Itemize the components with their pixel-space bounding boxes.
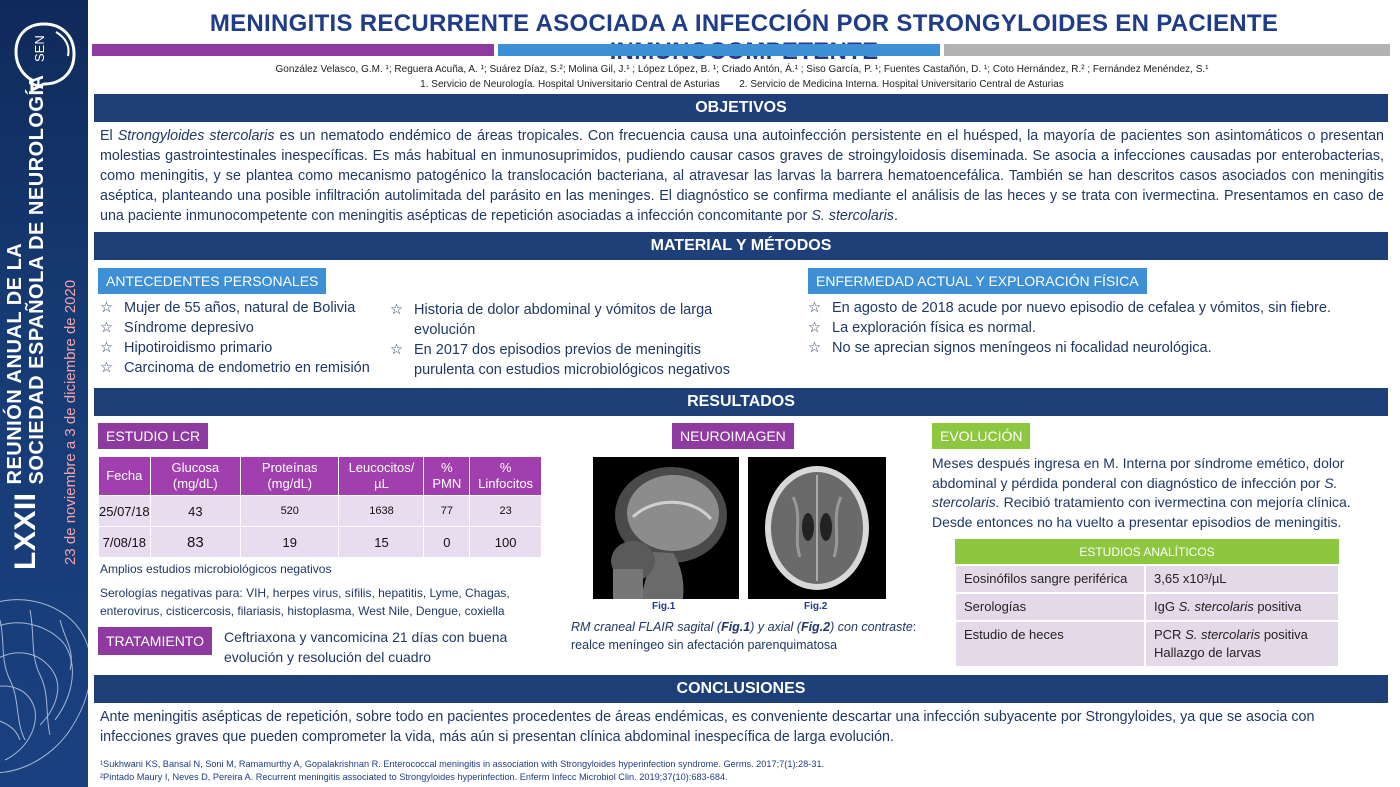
enfermedad-tag: ENFERMEDAD ACTUAL Y EXPLORACIÓN FÍSICA bbox=[808, 268, 1147, 294]
lcr-cell: 0 bbox=[424, 527, 470, 558]
evolucion-tag: EVOLUCIÓN bbox=[932, 423, 1030, 449]
list-item: ☆ La exploración física es normal. bbox=[808, 318, 1378, 338]
mri-axial-icon bbox=[748, 457, 886, 599]
tratamiento-text: Ceftriaxona y vancomicina 21 días con buena evolución y resolución del cuadro bbox=[224, 629, 508, 665]
lcr-cell: 1638 bbox=[339, 496, 424, 527]
anal-r2-a: IgG bbox=[1154, 599, 1179, 614]
conclusiones-text: Ante meningitis asépticas de repetición, sobre todo en pacientes procedentes de áreas endémicas, es conveniente descartar una infección subyacente por Strongyloides, ya que se asocia con infecciones graves que pueden comprometer la vida, más aún si presentan clínica abdominal inespecífica de larga evolución. bbox=[100, 709, 1315, 745]
evolucion-text-2: Recibió tratamiento con ivermectina con mejoría clínica. Desde entonces no ha vuelto a presentar episodios de meningitis. bbox=[932, 494, 1351, 530]
species-short: S. stercolaris bbox=[811, 208, 894, 224]
evolucion-species: S. stercolaris. bbox=[932, 474, 1338, 510]
lcr-column-header: Proteínas (mg/dL) bbox=[241, 457, 339, 496]
metodos-heading: MATERIAL Y MÉTODOS bbox=[94, 232, 1388, 260]
conference-title bbox=[4, 75, 48, 571]
brain-illustration-icon bbox=[0, 590, 88, 787]
list-item: ☆ Síndrome depresivo bbox=[100, 318, 390, 338]
lcr-cell: 7/08/18 bbox=[99, 527, 151, 558]
fig1-label: Fig.1 bbox=[652, 601, 676, 612]
mri-axial-image bbox=[748, 457, 886, 599]
objetivos-text bbox=[100, 126, 1384, 226]
anal-key: Serologías bbox=[955, 593, 1145, 621]
anal-value bbox=[1145, 593, 1339, 621]
conference-line-b: SOCIEDAD ESPAÑOLA DE NEUROLOGÍA bbox=[26, 74, 48, 485]
reference-2: ²Pintado Maury I, Neves D, Pereira A. Recurrent meningitis associated to Strongyloides hyperinfection. Enferm Infecc Microbiol Clin. 2019;37(10):683-684. bbox=[100, 772, 728, 782]
lcr-cell: 43 bbox=[150, 496, 240, 527]
list-item: ☆ Hipotiroidismo primario bbox=[100, 338, 390, 358]
caption-b: ) y axial ( bbox=[750, 620, 801, 634]
caption-a: RM craneal FLAIR sagital ( bbox=[571, 620, 722, 634]
list-item: ☆ Carcinoma de endometrio en remisión bbox=[100, 358, 390, 378]
antecedentes-list-2 bbox=[390, 300, 760, 380]
caption-f2: Fig.2 bbox=[800, 620, 831, 634]
anal-value bbox=[1145, 621, 1339, 667]
conclusiones-heading: CONCLUSIONES bbox=[94, 675, 1388, 703]
table-row bbox=[99, 496, 542, 527]
edition-number: LXXII bbox=[9, 492, 42, 570]
caption-c: ) con contraste bbox=[830, 620, 913, 634]
anal-key: Estudio de heces bbox=[955, 621, 1145, 667]
anal-r2-sp: S. stercolaris bbox=[1178, 599, 1254, 614]
objetivos-text-1: El bbox=[100, 128, 118, 144]
title-bar-purple bbox=[92, 44, 494, 56]
anal-value: 3,65 x10³/µL bbox=[1145, 565, 1339, 593]
caption-d: : realce meníngeo sin afectación parenquimatosa bbox=[571, 620, 917, 652]
lcr-cell: 23 bbox=[470, 496, 542, 527]
serologias-text: Serologías negativas para: VIH, herpes virus, sífilis, hepatitis, Lyme, Chagas, enterovirus, cisticercosis, filariasis, histoplasma, West Nile, Dengue, coxiella bbox=[100, 586, 510, 618]
lcr-column-header: Glucosa (mg/dL) bbox=[150, 457, 240, 496]
neuroimagen-tag: NEUROIMAGEN bbox=[672, 423, 794, 449]
table-row bbox=[99, 527, 542, 558]
objetivos-heading: OBJETIVOS bbox=[94, 94, 1388, 122]
resultados-heading: RESULTADOS bbox=[94, 388, 1388, 416]
authors: González Velasco, G.M. ¹; Reguera Acuña, A. ¹; Suárez Díaz, S.²; Molina Gil, J.¹ ; López López, B. ¹; Criado Antón, Á.¹ ; Siso García, P. ¹; Fuentes Castañón, D. ¹; Coto Hernández, R.² ; Fernández Menéndez, S.¹ bbox=[275, 64, 1209, 75]
antecedentes-list-1 bbox=[100, 298, 390, 378]
anal-r3-b: positiva bbox=[1260, 627, 1308, 642]
title-bar-blue bbox=[498, 44, 940, 56]
lcr-column-header: Fecha bbox=[99, 457, 151, 496]
lcr-cell: 520 bbox=[241, 496, 339, 527]
affiliations: 1. Servicio de Neurología. Hospital Universitario Central de Asturias 2. Servicio de Medicina Interna. Hospital Universitario Central de Asturias bbox=[420, 79, 1064, 90]
caption-f1: Fig.1 bbox=[721, 620, 751, 634]
poster-main bbox=[92, 0, 1392, 787]
objetivos-text-3: . bbox=[893, 208, 898, 224]
analiticos-table bbox=[954, 539, 1340, 668]
anal-key: Eosinófilos sangre periférica bbox=[955, 565, 1145, 593]
species-name: Strongyloides stercolaris bbox=[117, 128, 275, 144]
tratamiento-tag: TRATAMIENTO bbox=[98, 627, 212, 655]
lcr-cell: 100 bbox=[470, 527, 542, 558]
analiticos-header: ESTUDIOS ANALÍTICOS bbox=[955, 539, 1339, 565]
mri-sagittal-image bbox=[593, 457, 739, 599]
conference-dates: 23 de noviembre a 3 de diciembre de 2020 bbox=[62, 279, 79, 565]
anal-r3-v2: Hallazgo de larvas bbox=[1154, 645, 1261, 660]
list-item: ☆ En agosto de 2018 acude por nuevo episodio de cefalea y vómitos, sin fiebre. bbox=[808, 298, 1378, 318]
lcr-header-row bbox=[99, 457, 542, 496]
lcr-column-header: % PMN bbox=[424, 457, 470, 496]
poster-title: MENINGITIS RECURRENTE ASOCIADA A INFECCIÓN POR STRONGYLOIDES EN PACIENTE bbox=[209, 10, 1279, 37]
logo-text: SEN bbox=[32, 35, 47, 62]
list-item: ☆ Historia de dolor abdominal y vómitos de larga evolución bbox=[390, 300, 760, 340]
antecedentes-tag: ANTECEDENTES PERSONALES bbox=[98, 268, 326, 294]
amplios-text: Amplios estudios microbiológicos negativos bbox=[100, 562, 332, 576]
evolucion-text-1: Meses después ingresa en M. Interna por síndrome emético, dolor abdominal y pérdida ponderal con diagnóstico de infección por bbox=[932, 455, 1345, 491]
list-item: ☆ Mujer de 55 años, natural de Bolivia bbox=[100, 298, 390, 318]
enfermedad-list bbox=[808, 298, 1378, 358]
lcr-cell: 83 bbox=[150, 527, 240, 558]
neuroimagen-caption bbox=[571, 618, 931, 654]
anal-r3-sp: S. stercolaris bbox=[1185, 627, 1261, 642]
lcr-column-header: Leucocitos/ µL bbox=[339, 457, 424, 496]
conference-sidebar bbox=[0, 0, 88, 787]
lcr-table bbox=[98, 456, 542, 558]
fig2-label: Fig.2 bbox=[804, 601, 828, 612]
title-bar-gray bbox=[944, 44, 1390, 56]
objetivos-text-2: es un nematodo endémico de áreas tropicales. Con frecuencia causa una autoinfección persistente en el huésped, la mayoría de pacientes son asintomáticos o presentan molestias gastrointestinales inespecíficas. Es más habitual en inmunosuprimidos, pudiendo causar casos graves de stroingyloidosis diseminada. Se asocia a infecciones causadas por enterobacterias, como meningitis, y se plantea como mecanismo patogénico la translocación bacteriana, al atravesar las larvas la barrera hematoencefálica. También se han descritos casos asociados con meningitis aséptica, planteando una posible infiltración autolimitada del parásito en las meninges. El diagnóstico se confirma mediante el análisis de las heces y se trata con ivermectina. Presentamos en caso de una paciente inmunocompetente con meningitis asépticas de repetición asociadas a infección concomitante por bbox=[100, 128, 1385, 224]
list-item: ☆ No se aprecian signos meníngeos ni focalidad neurológica. bbox=[808, 338, 1378, 358]
reference-1: ¹Sukhwani KS, Bansal N, Soni M, Ramamurthy A, Gopalakrishnan R. Enterococcal meningitis in association with Strongyloides hyperinfection syndrome. Germs. 2017;7(1):28-31. bbox=[100, 759, 825, 769]
list-item: ☆ En 2017 dos episodios previos de meningitis purulenta con estudios microbiológicos negativos bbox=[390, 340, 760, 380]
references bbox=[100, 758, 824, 784]
lcr-cell: 77 bbox=[424, 496, 470, 527]
lcr-cell: 19 bbox=[241, 527, 339, 558]
lcr-cell: 25/07/18 bbox=[99, 496, 151, 527]
authors-block bbox=[92, 62, 1392, 92]
table-row bbox=[955, 565, 1339, 593]
table-row bbox=[955, 621, 1339, 667]
table-row bbox=[955, 593, 1339, 621]
lcr-column-header: % Linfocitos bbox=[470, 457, 542, 496]
conference-line-a: REUNIÓN ANUAL DE LA bbox=[4, 242, 26, 485]
mri-sagittal-icon bbox=[593, 457, 739, 599]
lcr-cell: 15 bbox=[339, 527, 424, 558]
anal-r2-b: positiva bbox=[1253, 599, 1302, 614]
lcr-tag: ESTUDIO LCR bbox=[98, 423, 208, 449]
evolucion-text bbox=[932, 454, 1390, 532]
anal-r3-a: PCR bbox=[1154, 627, 1186, 642]
